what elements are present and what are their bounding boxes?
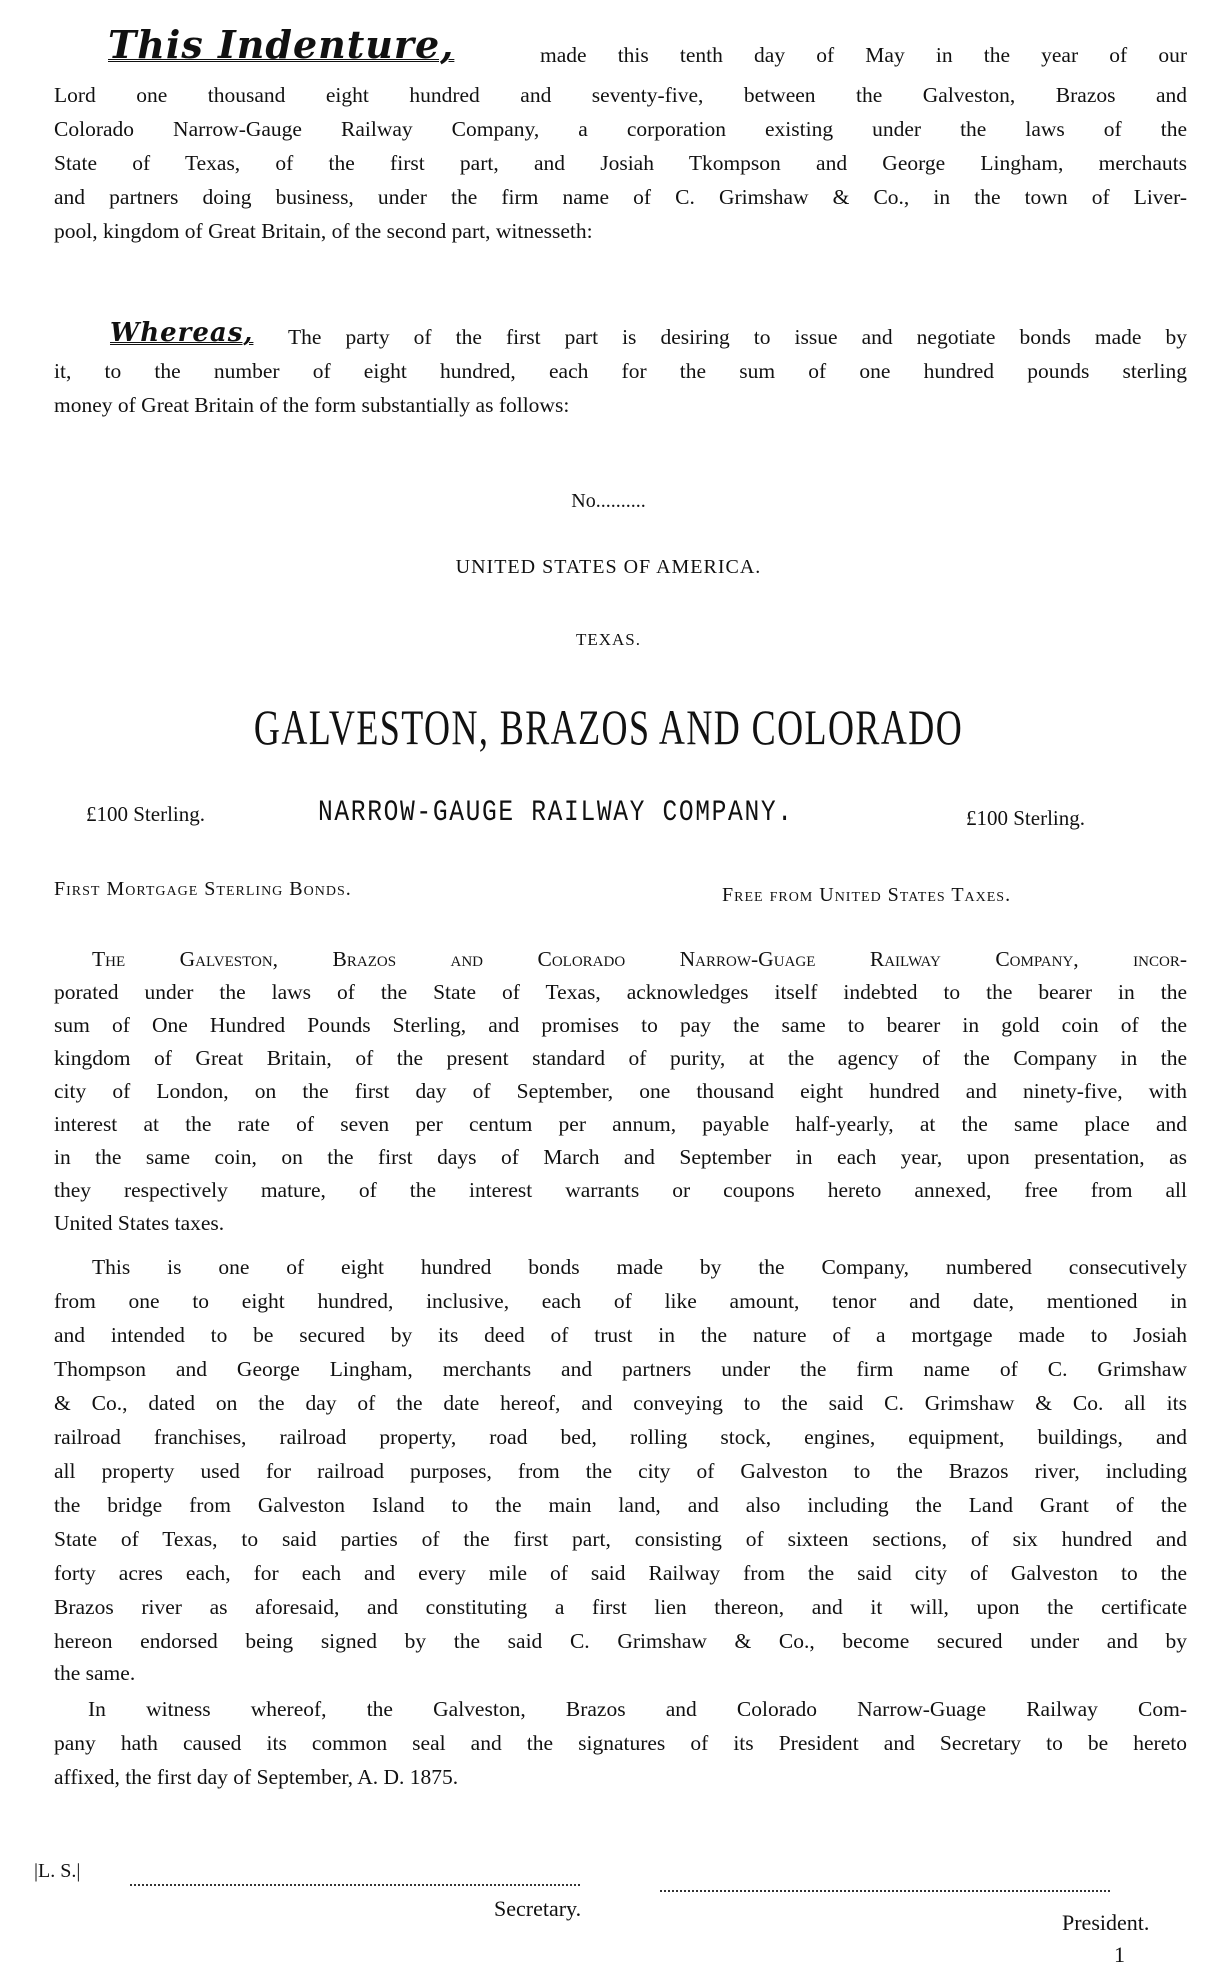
- whereas-line: money of Great Britain of the form substantially as follows:: [54, 393, 570, 417]
- whereas-line: The party of the first part is desiring to issue and negotiate bonds made by: [288, 325, 1187, 349]
- witness-line: pany hath caused its common seal and the signatures of its President and Secretary to be hereto: [54, 1731, 1187, 1755]
- amount-right: £100 Sterling.: [966, 806, 1085, 830]
- body-line: State of Texas, to said parties of the first part, consisting of sixteen sections, of six hundred and: [54, 1527, 1187, 1551]
- body-line: in the same coin, on the first days of March and September in each year, upon presentation, as: [54, 1145, 1187, 1169]
- page-number: 1: [1114, 1942, 1125, 1967]
- company-name-line1-text: GALVESTON, BRAZOS AND COLORADO: [253, 699, 964, 755]
- company-name-line2: NARROW-GAUGE RAILWAY COMPANY.: [318, 796, 794, 830]
- witness-line: In witness whereof, the Galveston, Brazos and Colorado Narrow-Guage Railway Com-: [88, 1697, 1187, 1721]
- president-label: President.: [1062, 1910, 1150, 1935]
- intro-line: and partners doing business, under the firm name of C. Grimshaw & Co., in the town of Liver-: [54, 185, 1187, 209]
- bond-country: UNITED STATES OF AMERICA.: [455, 556, 762, 578]
- body-line: they respectively mature, of the interest warrants or coupons hereto annexed, free from all: [54, 1178, 1187, 1202]
- whereas-heading: [110, 318, 253, 348]
- whereas-heading-text: Whereas,: [110, 318, 254, 348]
- intro-line: Lord one thousand eight hundred and seventy-five, between the Galveston, Brazos and: [54, 83, 1187, 107]
- intro-line: made this tenth day of May in the year of our: [540, 43, 1187, 67]
- intro-line: State of Texas, of the first part, and Josiah Tkompson and George Lingham, merchauts: [54, 151, 1187, 175]
- left-caption: First Mortgage Sterling Bonds.: [54, 878, 352, 900]
- body-line: hereon endorsed being signed by the said C. Grimshaw & Co., become secured under and by: [54, 1629, 1187, 1653]
- body-line: Thompson and George Lingham, merchants and partners under the firm name of C. Grimshaw: [54, 1357, 1187, 1381]
- body-line: porated under the laws of the State of Texas, acknowledges itself indebted to the bearer in the: [54, 980, 1187, 1004]
- body-line: the same.: [54, 1661, 136, 1685]
- bond-number: No..........: [571, 490, 646, 512]
- body-line: This is one of eight hundred bonds made by the Company, numbered consecutively: [92, 1255, 1187, 1279]
- body-line: city of London, on the first day of September, one thousand eight hundred and ninety-five, with: [54, 1079, 1187, 1103]
- witness-line: affixed, the first day of September, A. D. 1875.: [54, 1765, 459, 1789]
- company-name-line1: [0, 698, 1217, 756]
- bond-state: TEXAS.: [575, 630, 642, 649]
- body-line: sum of One Hundred Pounds Sterling, and promises to pay the same to bearer in gold coin of the: [54, 1013, 1187, 1037]
- body-line: forty acres each, for each and every mile of said Railway from the said city of Galveston to the: [54, 1561, 1187, 1585]
- seal-mark: |L. S.|: [34, 1860, 81, 1882]
- body-line: kingdom of Great Britain, of the present standard of purity, at the agency of the Company in the: [54, 1046, 1187, 1070]
- indenture-heading: [108, 22, 454, 67]
- body-line: railroad franchises, railroad property, road bed, rolling stock, engines, equipment, buildings, and: [54, 1425, 1187, 1449]
- right-caption: Free from United States Taxes.: [722, 884, 1012, 906]
- intro-line: Colorado Narrow-Gauge Railway Company, a corporation existing under the laws of the: [54, 117, 1187, 141]
- secretary-label: Secretary.: [494, 1896, 582, 1921]
- body-line: and intended to be secured by its deed of trust in the nature of a mortgage made to Josiah: [54, 1323, 1187, 1347]
- intro-line: pool, kingdom of Great Britain, of the second part, witnesseth:: [54, 219, 593, 243]
- indenture-heading-text: This Indenture,: [108, 22, 455, 67]
- body-line: United States taxes.: [54, 1211, 225, 1235]
- body-line: interest at the rate of seven per centum per annum, payable half-yearly, at the same place and: [54, 1112, 1187, 1136]
- body-line: all property used for railroad purposes, from the city of Galveston to the Brazos river, including: [54, 1459, 1187, 1483]
- amount-left: £100 Sterling.: [86, 802, 205, 826]
- secretary-signature-line: [130, 1884, 580, 1886]
- body-line: the bridge from Galveston Island to the main land, and also including the Land Grant of the: [54, 1493, 1187, 1517]
- body-line: Brazos river as aforesaid, and constituting a first lien thereon, and it will, upon the certificate: [54, 1595, 1187, 1619]
- body-line: & Co., dated on the day of the date hereof, and conveying to the said C. Grimshaw & Co. all its: [54, 1391, 1187, 1415]
- body-line: from one to eight hundred, inclusive, each of like amount, tenor and date, mentioned in: [54, 1289, 1187, 1313]
- body-line: The Galveston, Brazos and Colorado Narrow-Guage Railway Company, incor-: [92, 947, 1187, 971]
- whereas-line: it, to the number of eight hundred, each for the sum of one hundred pounds sterling: [54, 359, 1187, 383]
- president-signature-line: [660, 1890, 1110, 1892]
